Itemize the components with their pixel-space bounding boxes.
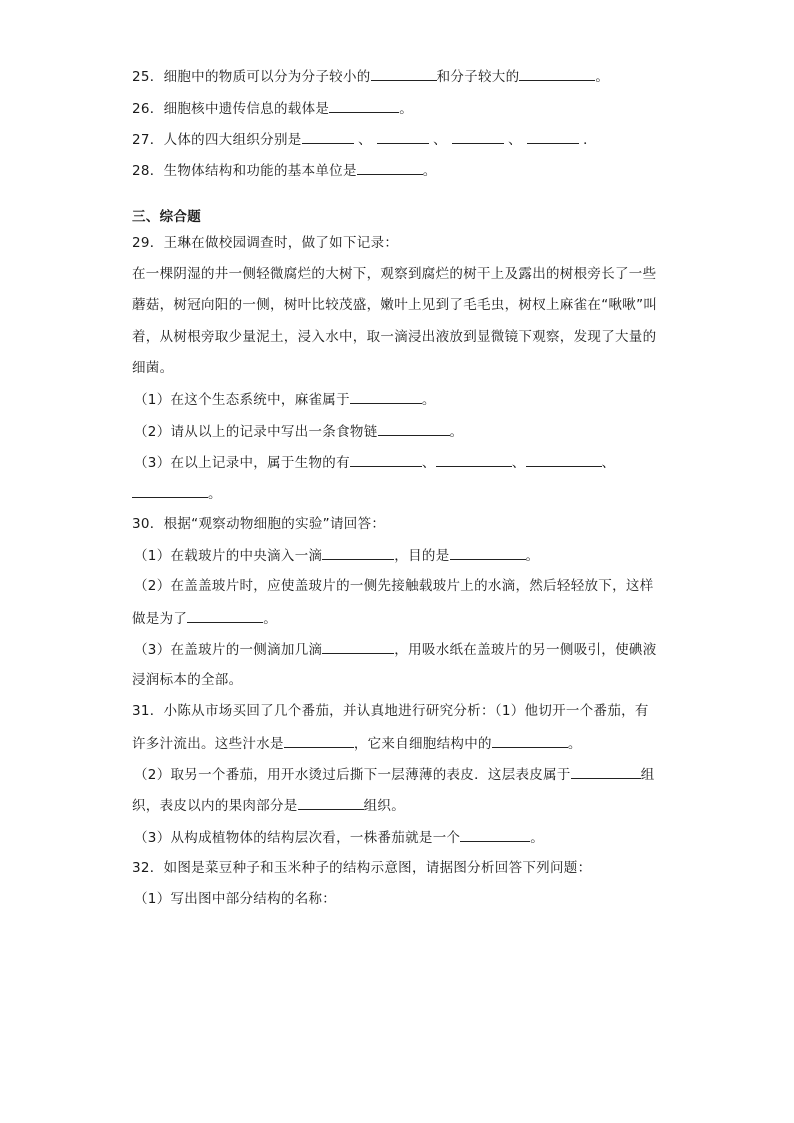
- q27-blank-3: [452, 129, 504, 144]
- q29-passage-line-4: 细菌。: [132, 360, 174, 376]
- q32-stem: 32．如图是菜豆种子和玉米种子的结构示意图，请据图分析回答下列问题：: [132, 860, 592, 876]
- q30-sub3-text-2: ，用吸水纸在盖玻片的另一侧吸引，使碘液: [394, 642, 657, 658]
- q31-l4-blank: [298, 795, 364, 810]
- q29-stem: 29．王琳在做校园调查时，做了如下记录：: [132, 235, 399, 251]
- q31-l5-end: 。: [530, 830, 545, 846]
- q27-text: 27．人体的四大组织分别是: [132, 132, 302, 148]
- q30-sub1-blank-1: [322, 545, 394, 560]
- q29-sub3-sep-2: 、: [511, 455, 526, 471]
- q27-end: ．: [583, 132, 597, 148]
- q30-sub1-text: （1）在载玻片的中央滴入一滴: [134, 548, 323, 564]
- q31-l5-text: （3）从构成植物体的结构层次看，一株番茄就是一个: [134, 830, 461, 846]
- q30-sub1-text-2: ，目的是: [394, 548, 450, 564]
- q25-text-3: 。: [595, 69, 610, 85]
- q29-sub3-blank-1: [350, 452, 422, 467]
- q27-sep-1: 、: [358, 132, 372, 148]
- q30-sub-3-cont: 浸润标本的全部。: [132, 672, 243, 688]
- q29-sub2-text: （2）请从以上的记录中写出一条食物链: [134, 424, 378, 440]
- q31-line-4: [132, 795, 405, 816]
- q29-sub3-sep-3: 、: [601, 455, 616, 471]
- q29-sub-3-cont: [132, 483, 222, 504]
- q28-text-1: 28．生物体结构和功能的基本单位是: [132, 163, 357, 179]
- q30-stem: 30．根据“观察动物细胞的实验”请回答：: [132, 516, 386, 532]
- q30-sub1-end: 。: [525, 548, 540, 564]
- q30-sub2-blank: [187, 608, 263, 623]
- q31-l3-end: 组: [640, 767, 655, 783]
- q31-line-1: 31．小陈从市场买回了几个番茄，并认真地进行研究分析：（1）他切开一个番茄，有: [132, 703, 649, 719]
- q31-l5-blank: [460, 827, 530, 842]
- q25-text-1: 25．细胞中的物质可以分为分子较小的: [132, 69, 371, 85]
- q28-blank: [357, 160, 423, 175]
- q29-sub2-end: 。: [449, 424, 464, 440]
- q31-l4-text: 织，表皮以内的果肉部分是: [132, 798, 298, 814]
- q26-text-2: 。: [399, 101, 413, 117]
- q31-l4-end: 组织。: [363, 798, 406, 814]
- q31-l2-text: 许多汁流出。这些汁水是: [132, 736, 284, 752]
- q30-sub-1: [134, 545, 539, 566]
- q27-sep-3: 、: [508, 132, 522, 148]
- q32-sub-1: （1）写出图中部分结构的名称：: [134, 891, 337, 907]
- q30-sub-2-cont: [132, 608, 277, 629]
- q31-line-3: [134, 764, 655, 785]
- q27-blank-2: [377, 129, 429, 144]
- q26-blank: [329, 98, 399, 113]
- q30-sub3-text: （3）在盖玻片的一侧滴加几滴: [134, 642, 323, 658]
- q29-passage-line-2: 蘑菇，树冠向阳的一侧，树叶比较茂盛，嫩叶上见到了毛毛虫，树杈上麻雀在“啾啾”叫: [132, 297, 658, 313]
- q29-sub-3: [134, 452, 615, 473]
- q31-l2-blank-2: [492, 733, 568, 748]
- q25-blank-2: [519, 66, 595, 81]
- question-26: [132, 98, 413, 119]
- q29-sub-1: [134, 389, 436, 410]
- q29-passage-line-3: 着，从树根旁取少量泥土，浸入水中，取一滴浸出液放到显微镜下观察，发现了大量的: [132, 329, 657, 345]
- question-28: [132, 160, 437, 181]
- q31-line-5: [134, 827, 544, 848]
- q31-l2-blank-1: [284, 733, 354, 748]
- q29-sub3-end: 。: [208, 486, 222, 502]
- q25-blank-1: [371, 66, 437, 81]
- q30-sub-2: （2）在盖盖玻片时，应使盖玻片的一侧先接触载玻片上的水滴，然后轻轻放下，这样: [134, 578, 654, 594]
- question-25: [132, 66, 609, 87]
- q29-sub3-blank-3: [526, 452, 602, 467]
- q25-text-2: 和分子较大的: [436, 69, 520, 85]
- q29-sub3-text: （3）在以上记录中，属于生物的有: [134, 455, 350, 471]
- q29-sub2-blank: [378, 421, 450, 436]
- q27-blank-1: [302, 129, 354, 144]
- q26-text-1: 26．细胞核中遗传信息的载体是: [132, 101, 330, 117]
- q29-sub3-sep-1: 、: [421, 455, 436, 471]
- q31-l3-blank: [571, 764, 641, 779]
- q31-l2-text-2: ，它来自细胞结构中的: [353, 736, 492, 752]
- q27-sep-2: 、: [433, 132, 447, 148]
- question-27: [132, 129, 597, 150]
- q30-sub2-text: 做是为了: [132, 611, 188, 627]
- q30-sub1-blank-2: [450, 545, 526, 560]
- q29-sub1-end: 。: [421, 392, 436, 408]
- q31-line-2: [132, 733, 582, 754]
- q29-sub3-blank-2: [436, 452, 512, 467]
- q30-sub2-end: 。: [263, 611, 278, 627]
- q29-sub1-blank: [350, 389, 422, 404]
- q29-sub1-text: （1）在这个生态系统中，麻雀属于: [134, 392, 350, 408]
- q30-sub-3: [134, 639, 657, 660]
- q28-text-2: 。: [422, 163, 437, 179]
- section-title: 三、综合题: [132, 209, 201, 225]
- q29-sub-2: [134, 421, 463, 442]
- q31-l3-text: （2）取另一个番茄，用开水烫过后撕下一层薄薄的表皮．这层表皮属于: [134, 767, 571, 783]
- q31-l2-end: 。: [567, 736, 582, 752]
- q29-passage-line-1: 在一棵阴湿的井一侧轻微腐烂的大树下，观察到腐烂的树干上及露出的树根旁长了一些: [132, 266, 657, 282]
- q29-sub3-blank-4: [132, 483, 208, 498]
- q30-sub3-blank: [322, 639, 394, 654]
- q27-blank-4: [527, 129, 579, 144]
